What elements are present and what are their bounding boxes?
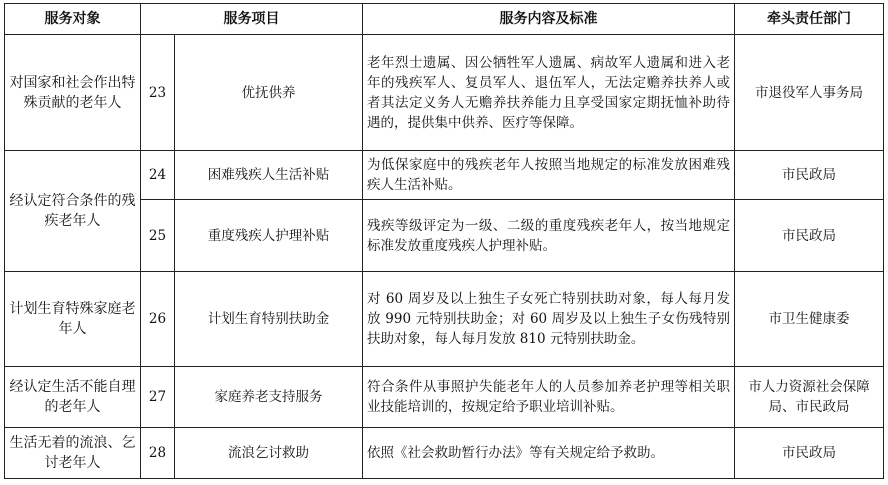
service-table <box>4 3 884 479</box>
table-row <box>5 272 884 367</box>
item-number: 28 <box>141 428 175 479</box>
subject-cell: 对国家和社会作出特殊贡献的老年人 <box>5 35 141 151</box>
content-cell: 老年烈士遗属、因公牺牲军人遗属、病故军人遗属和进入老年的残疾军人、复员军人、退伍军人，无法定赡养扶养人或者其法定义务人无赡养扶养能力且享受国家定期抚恤补助待遇的，提供集中供养、医疗等保障。 <box>363 35 735 151</box>
dept-cell: 市民政局 <box>735 200 884 272</box>
dept-cell: 市退役军人事务局 <box>735 35 884 151</box>
item-name: 困难残疾人生活补贴 <box>175 151 363 200</box>
item-number: 26 <box>141 272 175 367</box>
item-name: 计划生育特别扶助金 <box>175 272 363 367</box>
header-subject: 服务对象 <box>5 4 141 35</box>
content-cell: 为低保家庭中的残疾老年人按照当地规定的标准发放困难残疾人生活补贴。 <box>363 151 735 200</box>
subject-cell: 计划生育特殊家庭老年人 <box>5 272 141 367</box>
content-cell: 残疾等级评定为一级、二级的重度残疾老年人，按当地规定标准发放重度残疾人护理补贴。 <box>363 200 735 272</box>
dept-cell: 市卫生健康委 <box>735 272 884 367</box>
content-cell: 依照《社会救助暂行办法》等有关规定给予救助。 <box>363 428 735 479</box>
dept-cell: 市民政局 <box>735 428 884 479</box>
item-number: 23 <box>141 35 175 151</box>
item-number: 24 <box>141 151 175 200</box>
subject-cell: 经认定符合条件的残疾老年人 <box>5 151 141 272</box>
dept-cell: 市民政局 <box>735 151 884 200</box>
item-name: 流浪乞讨救助 <box>175 428 363 479</box>
subject-cell: 经认定生活不能自理的老年人 <box>5 367 141 428</box>
subject-cell: 生活无着的流浪、乞讨老年人 <box>5 428 141 479</box>
table-row <box>5 367 884 428</box>
table-row <box>5 428 884 479</box>
item-name: 优抚供养 <box>175 35 363 151</box>
dept-cell: 市人力资源社会保障局、市民政局 <box>735 367 884 428</box>
header-content: 服务内容及标准 <box>363 4 735 35</box>
table-row <box>5 35 884 151</box>
item-number: 27 <box>141 367 175 428</box>
header-dept: 牵头责任部门 <box>735 4 884 35</box>
item-number: 25 <box>141 200 175 272</box>
content-cell: 符合条件从事照护失能老年人的人员参加养老护理等相关职业技能培训的，按规定给予职业培训补贴。 <box>363 367 735 428</box>
content-cell: 对 60 周岁及以上独生子女死亡特别扶助对象，每人每月发放 990 元特别扶助金；对 60 周岁及以上独生子女伤残特别扶助对象，每人每月发放 810 元特别扶助金。 <box>363 272 735 367</box>
item-name: 重度残疾人护理补贴 <box>175 200 363 272</box>
item-name: 家庭养老支持服务 <box>175 367 363 428</box>
table-row <box>5 151 884 200</box>
header-row <box>5 4 884 35</box>
header-item: 服务项目 <box>141 4 363 35</box>
